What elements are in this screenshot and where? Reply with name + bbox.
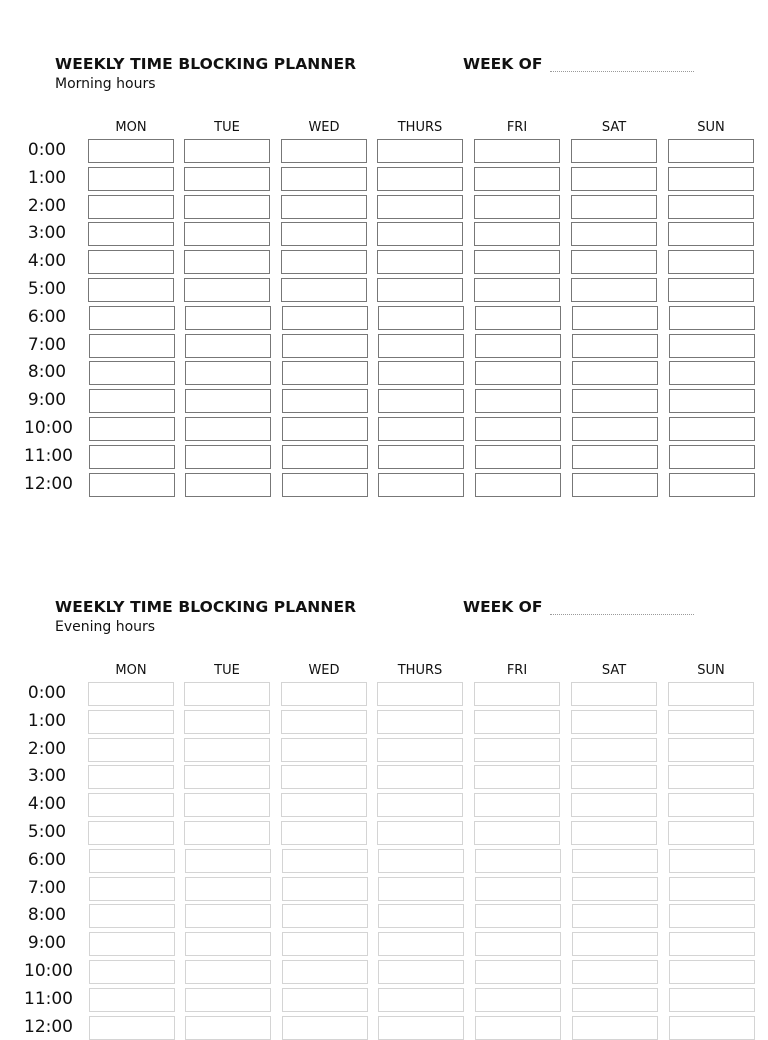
time-label: 6:00 bbox=[27, 306, 67, 327]
time-block-cell[interactable] bbox=[669, 960, 755, 984]
time-block-cell[interactable] bbox=[281, 167, 367, 191]
time-block-cell[interactable] bbox=[377, 682, 463, 706]
day-header-fri: FRI bbox=[506, 663, 528, 678]
time-block-cell[interactable] bbox=[185, 849, 271, 873]
time-block-cell[interactable] bbox=[185, 361, 271, 385]
time-block-cell[interactable] bbox=[281, 682, 367, 706]
time-label: 4:00 bbox=[27, 794, 67, 815]
time-block-cell[interactable] bbox=[185, 306, 271, 330]
time-block-cell[interactable] bbox=[669, 334, 755, 358]
time-block-cell[interactable] bbox=[88, 222, 174, 246]
time-block-cell[interactable] bbox=[184, 793, 270, 817]
time-block-cell[interactable] bbox=[89, 904, 175, 928]
time-block-cell[interactable] bbox=[377, 821, 463, 845]
time-block-cell[interactable] bbox=[185, 932, 271, 956]
time-block-cell[interactable] bbox=[89, 417, 175, 441]
time-block-cell[interactable] bbox=[88, 167, 174, 191]
time-block-cell[interactable] bbox=[281, 278, 367, 302]
time-block-cell[interactable] bbox=[377, 195, 463, 219]
time-block-cell[interactable] bbox=[184, 250, 270, 274]
time-label: 4:00 bbox=[27, 251, 67, 272]
time-label: 10:00 bbox=[24, 961, 73, 981]
time-label: 6:00 bbox=[27, 849, 67, 870]
time-block-cell[interactable] bbox=[474, 278, 560, 302]
time-label: 8:00 bbox=[27, 362, 67, 383]
time-label: 5:00 bbox=[27, 279, 67, 299]
time-block-cell[interactable] bbox=[377, 222, 463, 246]
time-block-cell[interactable] bbox=[475, 904, 561, 928]
time-block-cell[interactable] bbox=[89, 334, 175, 358]
time-block-cell[interactable] bbox=[669, 445, 755, 469]
time-block-cell[interactable] bbox=[475, 849, 561, 873]
time-block-cell[interactable] bbox=[474, 250, 560, 274]
day-header-sun: SUN bbox=[697, 120, 725, 135]
time-block-cell[interactable] bbox=[282, 306, 368, 330]
time-block-cell[interactable] bbox=[88, 765, 174, 789]
day-header-wed: WED bbox=[308, 120, 340, 135]
week-of-field[interactable] bbox=[550, 71, 694, 72]
time-block-cell[interactable] bbox=[475, 334, 561, 358]
time-block-cell[interactable] bbox=[669, 932, 755, 956]
time-label: 11:00 bbox=[24, 988, 73, 1009]
time-block-cell[interactable] bbox=[669, 988, 755, 1012]
time-block-cell[interactable] bbox=[572, 932, 658, 956]
time-block-cell[interactable] bbox=[669, 361, 755, 385]
time-block-cell[interactable] bbox=[378, 334, 464, 358]
time-block-cell[interactable] bbox=[668, 710, 754, 734]
time-label: 7:00 bbox=[27, 334, 67, 355]
time-block-cell[interactable] bbox=[572, 306, 658, 330]
time-block-cell[interactable] bbox=[184, 710, 270, 734]
time-block-cell[interactable] bbox=[282, 988, 368, 1012]
time-block-cell[interactable] bbox=[184, 139, 270, 163]
time-block-cell[interactable] bbox=[89, 932, 175, 956]
time-block-cell[interactable] bbox=[378, 389, 464, 413]
time-block-cell[interactable] bbox=[378, 904, 464, 928]
time-block-cell[interactable] bbox=[89, 306, 175, 330]
time-label: 12:00 bbox=[24, 473, 73, 494]
time-block-cell[interactable] bbox=[669, 306, 755, 330]
time-block-cell[interactable] bbox=[88, 682, 174, 706]
time-label: 8:00 bbox=[27, 905, 67, 926]
time-block-cell[interactable] bbox=[475, 306, 561, 330]
time-block-cell[interactable] bbox=[378, 473, 464, 497]
time-block-cell[interactable] bbox=[377, 278, 463, 302]
time-label: 2:00 bbox=[27, 195, 67, 216]
time-label: 11:00 bbox=[24, 445, 73, 466]
time-block-cell[interactable] bbox=[282, 960, 368, 984]
time-block-cell[interactable] bbox=[571, 738, 657, 762]
time-block-cell[interactable] bbox=[88, 710, 174, 734]
time-block-cell[interactable] bbox=[571, 793, 657, 817]
time-block-cell[interactable] bbox=[281, 821, 367, 845]
time-block-cell[interactable] bbox=[185, 960, 271, 984]
time-block-cell[interactable] bbox=[184, 278, 270, 302]
time-block-cell[interactable] bbox=[184, 167, 270, 191]
time-block-cell[interactable] bbox=[668, 195, 754, 219]
time-block-cell[interactable] bbox=[474, 139, 560, 163]
time-block-cell[interactable] bbox=[378, 361, 464, 385]
time-block-cell[interactable] bbox=[184, 222, 270, 246]
time-block-cell[interactable] bbox=[668, 682, 754, 706]
time-block-cell[interactable] bbox=[668, 738, 754, 762]
time-block-cell[interactable] bbox=[669, 1016, 755, 1040]
planner-title: WEEKLY TIME BLOCKING PLANNER bbox=[55, 55, 357, 73]
time-block-cell[interactable] bbox=[572, 417, 658, 441]
time-label: 7:00 bbox=[27, 877, 67, 898]
time-block-cell[interactable] bbox=[89, 473, 175, 497]
time-block-cell[interactable] bbox=[88, 793, 174, 817]
time-block-cell[interactable] bbox=[571, 250, 657, 274]
time-block-cell[interactable] bbox=[185, 417, 271, 441]
time-block-cell[interactable] bbox=[571, 821, 657, 845]
time-block-cell[interactable] bbox=[185, 473, 271, 497]
day-header-tue: TUE bbox=[214, 120, 240, 135]
time-block-cell[interactable] bbox=[475, 417, 561, 441]
time-block-cell[interactable] bbox=[571, 167, 657, 191]
time-block-cell[interactable] bbox=[378, 445, 464, 469]
time-block-cell[interactable] bbox=[669, 904, 755, 928]
time-block-cell[interactable] bbox=[281, 738, 367, 762]
day-header-thurs: THURS bbox=[397, 663, 443, 678]
time-block-cell[interactable] bbox=[475, 1016, 561, 1040]
time-block-cell[interactable] bbox=[89, 361, 175, 385]
time-block-cell[interactable] bbox=[185, 877, 271, 901]
time-block-cell[interactable] bbox=[89, 988, 175, 1012]
time-block-cell[interactable] bbox=[378, 417, 464, 441]
time-block-cell[interactable] bbox=[475, 473, 561, 497]
time-block-cell[interactable] bbox=[282, 1016, 368, 1040]
time-block-cell[interactable] bbox=[572, 877, 658, 901]
time-block-cell[interactable] bbox=[572, 361, 658, 385]
time-block-cell[interactable] bbox=[474, 821, 560, 845]
time-block-cell[interactable] bbox=[572, 445, 658, 469]
time-block-cell[interactable] bbox=[668, 765, 754, 789]
time-block-cell[interactable] bbox=[378, 932, 464, 956]
time-block-cell[interactable] bbox=[88, 139, 174, 163]
time-block-cell[interactable] bbox=[572, 1016, 658, 1040]
time-block-cell[interactable] bbox=[185, 988, 271, 1012]
time-block-cell[interactable] bbox=[89, 389, 175, 413]
time-block-cell[interactable] bbox=[184, 821, 270, 845]
time-block-cell[interactable] bbox=[474, 793, 560, 817]
time-block-cell[interactable] bbox=[475, 877, 561, 901]
time-block-cell[interactable] bbox=[669, 389, 755, 413]
time-block-cell[interactable] bbox=[184, 738, 270, 762]
week-of-label: WEEK OF bbox=[463, 55, 543, 73]
time-block-cell[interactable] bbox=[475, 960, 561, 984]
time-block-cell[interactable] bbox=[668, 222, 754, 246]
time-block-cell[interactable] bbox=[88, 738, 174, 762]
time-block-cell[interactable] bbox=[88, 195, 174, 219]
time-block-cell[interactable] bbox=[281, 222, 367, 246]
planner-subtitle: Morning hours bbox=[55, 76, 156, 92]
time-block-cell[interactable] bbox=[282, 932, 368, 956]
time-label: 1:00 bbox=[27, 710, 67, 731]
time-block-cell[interactable] bbox=[572, 904, 658, 928]
time-block-cell[interactable] bbox=[475, 988, 561, 1012]
time-block-cell[interactable] bbox=[377, 139, 463, 163]
time-block-cell[interactable] bbox=[185, 1016, 271, 1040]
time-block-cell[interactable] bbox=[185, 445, 271, 469]
time-block-cell[interactable] bbox=[89, 849, 175, 873]
time-block-cell[interactable] bbox=[89, 877, 175, 901]
time-block-cell[interactable] bbox=[669, 849, 755, 873]
time-block-cell[interactable] bbox=[668, 250, 754, 274]
day-header-sun: SUN bbox=[697, 663, 725, 678]
week-of-label: WEEK OF bbox=[463, 598, 543, 616]
time-block-cell[interactable] bbox=[474, 167, 560, 191]
time-block-cell[interactable] bbox=[282, 389, 368, 413]
day-header-mon: MON bbox=[115, 663, 147, 678]
time-block-cell[interactable] bbox=[475, 932, 561, 956]
time-block-cell[interactable] bbox=[668, 278, 754, 302]
time-block-cell[interactable] bbox=[281, 765, 367, 789]
time-block-cell[interactable] bbox=[378, 960, 464, 984]
day-header-thurs: THURS bbox=[397, 120, 443, 135]
time-block-cell[interactable] bbox=[281, 710, 367, 734]
time-block-cell[interactable] bbox=[185, 389, 271, 413]
time-block-cell[interactable] bbox=[282, 334, 368, 358]
time-block-cell[interactable] bbox=[377, 250, 463, 274]
time-block-cell[interactable] bbox=[474, 738, 560, 762]
time-block-cell[interactable] bbox=[668, 793, 754, 817]
time-block-cell[interactable] bbox=[669, 473, 755, 497]
time-block-cell[interactable] bbox=[282, 904, 368, 928]
time-block-cell[interactable] bbox=[377, 793, 463, 817]
week-of-field[interactable] bbox=[550, 614, 694, 615]
time-block-cell[interactable] bbox=[184, 765, 270, 789]
time-block-cell[interactable] bbox=[474, 222, 560, 246]
time-block-cell[interactable] bbox=[669, 417, 755, 441]
time-block-cell[interactable] bbox=[88, 278, 174, 302]
time-label: 0:00 bbox=[27, 683, 67, 703]
time-block-cell[interactable] bbox=[378, 306, 464, 330]
time-block-cell[interactable] bbox=[571, 710, 657, 734]
time-block-cell[interactable] bbox=[281, 793, 367, 817]
time-block-cell[interactable] bbox=[282, 877, 368, 901]
time-block-cell[interactable] bbox=[474, 682, 560, 706]
day-header-wed: WED bbox=[308, 663, 340, 678]
time-block-cell[interactable] bbox=[572, 473, 658, 497]
time-block-cell[interactable] bbox=[184, 682, 270, 706]
time-block-cell[interactable] bbox=[668, 139, 754, 163]
time-block-cell[interactable] bbox=[282, 849, 368, 873]
time-block-cell[interactable] bbox=[377, 738, 463, 762]
time-label: 10:00 bbox=[24, 418, 73, 438]
time-block-cell[interactable] bbox=[88, 250, 174, 274]
time-block-cell[interactable] bbox=[282, 361, 368, 385]
time-block-cell[interactable] bbox=[378, 877, 464, 901]
time-block-cell[interactable] bbox=[475, 445, 561, 469]
day-header-mon: MON bbox=[115, 120, 147, 135]
time-block-cell[interactable] bbox=[89, 445, 175, 469]
time-block-cell[interactable] bbox=[89, 960, 175, 984]
day-header-tue: TUE bbox=[214, 663, 240, 678]
time-block-cell[interactable] bbox=[378, 988, 464, 1012]
time-block-cell[interactable] bbox=[281, 250, 367, 274]
time-label: 3:00 bbox=[27, 766, 67, 787]
time-block-cell[interactable] bbox=[668, 167, 754, 191]
time-block-cell[interactable] bbox=[474, 195, 560, 219]
time-block-cell[interactable] bbox=[571, 682, 657, 706]
time-block-cell[interactable] bbox=[669, 877, 755, 901]
time-block-cell[interactable] bbox=[475, 389, 561, 413]
time-block-cell[interactable] bbox=[185, 904, 271, 928]
time-block-cell[interactable] bbox=[282, 473, 368, 497]
time-block-cell[interactable] bbox=[572, 988, 658, 1012]
time-block-cell[interactable] bbox=[668, 821, 754, 845]
time-label: 9:00 bbox=[27, 390, 67, 411]
time-label: 3:00 bbox=[27, 223, 67, 244]
time-block-cell[interactable] bbox=[185, 334, 271, 358]
time-block-cell[interactable] bbox=[572, 960, 658, 984]
time-block-cell[interactable] bbox=[377, 710, 463, 734]
time-block-cell[interactable] bbox=[281, 195, 367, 219]
time-block-cell[interactable] bbox=[474, 710, 560, 734]
time-label: 9:00 bbox=[27, 933, 67, 954]
day-header-sat: SAT bbox=[601, 120, 627, 135]
time-block-cell[interactable] bbox=[282, 417, 368, 441]
time-block-cell[interactable] bbox=[89, 1016, 175, 1040]
time-block-cell[interactable] bbox=[572, 334, 658, 358]
day-header-fri: FRI bbox=[506, 120, 528, 135]
time-block-cell[interactable] bbox=[282, 445, 368, 469]
time-block-cell[interactable] bbox=[378, 1016, 464, 1040]
time-block-cell[interactable] bbox=[571, 278, 657, 302]
time-block-cell[interactable] bbox=[281, 139, 367, 163]
planner-subtitle: Evening hours bbox=[55, 619, 156, 635]
planner-title: WEEKLY TIME BLOCKING PLANNER bbox=[55, 598, 357, 616]
time-label: 0:00 bbox=[27, 140, 67, 160]
time-block-cell[interactable] bbox=[475, 361, 561, 385]
time-block-cell[interactable] bbox=[571, 139, 657, 163]
time-label: 2:00 bbox=[27, 738, 67, 759]
day-header-sat: SAT bbox=[601, 663, 627, 678]
time-block-cell[interactable] bbox=[377, 765, 463, 789]
time-label: 5:00 bbox=[27, 822, 67, 842]
time-label: 12:00 bbox=[24, 1016, 73, 1037]
time-block-cell[interactable] bbox=[571, 222, 657, 246]
time-block-cell[interactable] bbox=[184, 195, 270, 219]
time-block-cell[interactable] bbox=[378, 849, 464, 873]
time-block-cell[interactable] bbox=[571, 765, 657, 789]
time-block-cell[interactable] bbox=[377, 167, 463, 191]
time-block-cell[interactable] bbox=[572, 849, 658, 873]
time-block-cell[interactable] bbox=[474, 765, 560, 789]
time-block-cell[interactable] bbox=[572, 389, 658, 413]
time-label: 1:00 bbox=[27, 167, 67, 188]
time-block-cell[interactable] bbox=[88, 821, 174, 845]
time-block-cell[interactable] bbox=[571, 195, 657, 219]
